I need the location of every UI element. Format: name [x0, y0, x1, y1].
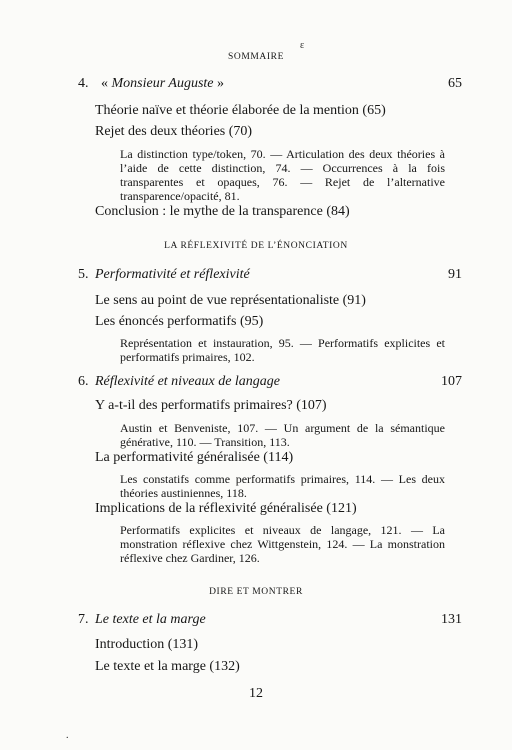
section-title: Rejet des deux théories (70) — [95, 124, 253, 139]
chapter-4-page: 65 — [448, 76, 462, 91]
chapter-7-title: Le texte et la marge — [95, 612, 206, 627]
section-summary: La distinction type/token, 70. — Articulation des deux théories à l’aide de cette distinction, 74. — Occurrences à la fois transparentes et opaques, 76. — Rejet de l’alternative transparence/opacité, 81. — [120, 147, 445, 203]
page-number: 12 — [249, 686, 263, 701]
chapter-5-number: 5. — [78, 267, 89, 282]
section-summary: Représentation et instauration, 95. — Performatifs explicites et performatifs primaires, 102. — [120, 336, 445, 364]
page-header: SOMMAIRE — [227, 52, 284, 62]
chapter-4-title-text: Monsieur Auguste — [111, 76, 214, 91]
section-title: Le texte et la marge (132) — [95, 659, 240, 674]
section-title: Théorie naïve et théorie élaborée de la mention (65) — [95, 103, 386, 118]
section-title: Le sens au point de vue représentationaliste (91) — [95, 293, 366, 308]
section-title: Conclusion : le mythe de la transparence (84) — [95, 204, 350, 219]
section-title: Les énoncés performatifs (95) — [95, 314, 264, 329]
chapter-6-number: 6. — [78, 374, 89, 389]
section-summary: Austin et Benveniste, 107. — Un argument de la sémantique générative, 110. — Transition, 113. — [120, 421, 445, 449]
section-title: Introduction (131) — [95, 637, 199, 652]
chapter-5-page: 91 — [448, 267, 462, 282]
section-summary: Performatifs explicites et niveaux de langage, 121. — La monstration réflexive chez Wittgenstein, 124. — La monstration réflexive chez Gardiner, 126. — [120, 523, 445, 565]
section-title: Implications de la réflexivité généralisée (121) — [95, 501, 357, 516]
chapter-5-title: Performativité et réflexivité — [95, 267, 250, 282]
section-title: La performativité généralisée (114) — [95, 450, 294, 465]
chapter-7-page: 131 — [441, 612, 462, 627]
section-title: Y a-t-il des performatifs primaires? (107) — [95, 398, 327, 413]
stray-mark: . — [66, 730, 69, 741]
part-heading: LA RÉFLEXIVITÉ DE L’ÉNONCIATION — [164, 241, 348, 251]
chapter-4-number: 4. — [78, 76, 89, 91]
chapter-6-title: Réflexivité et niveaux de langage — [95, 374, 281, 389]
section-summary: Les constatifs comme performatifs primaires, 114. — Les deux théories austiniennes, 118. — [120, 472, 445, 500]
chapter-7-number: 7. — [78, 612, 89, 627]
chapter-6-page: 107 — [441, 374, 462, 389]
chapter-4-title: « Monsieur Auguste » — [101, 76, 225, 91]
ink-mark: ε — [300, 40, 305, 51]
part-heading: DIRE ET MONTRER — [209, 587, 303, 597]
